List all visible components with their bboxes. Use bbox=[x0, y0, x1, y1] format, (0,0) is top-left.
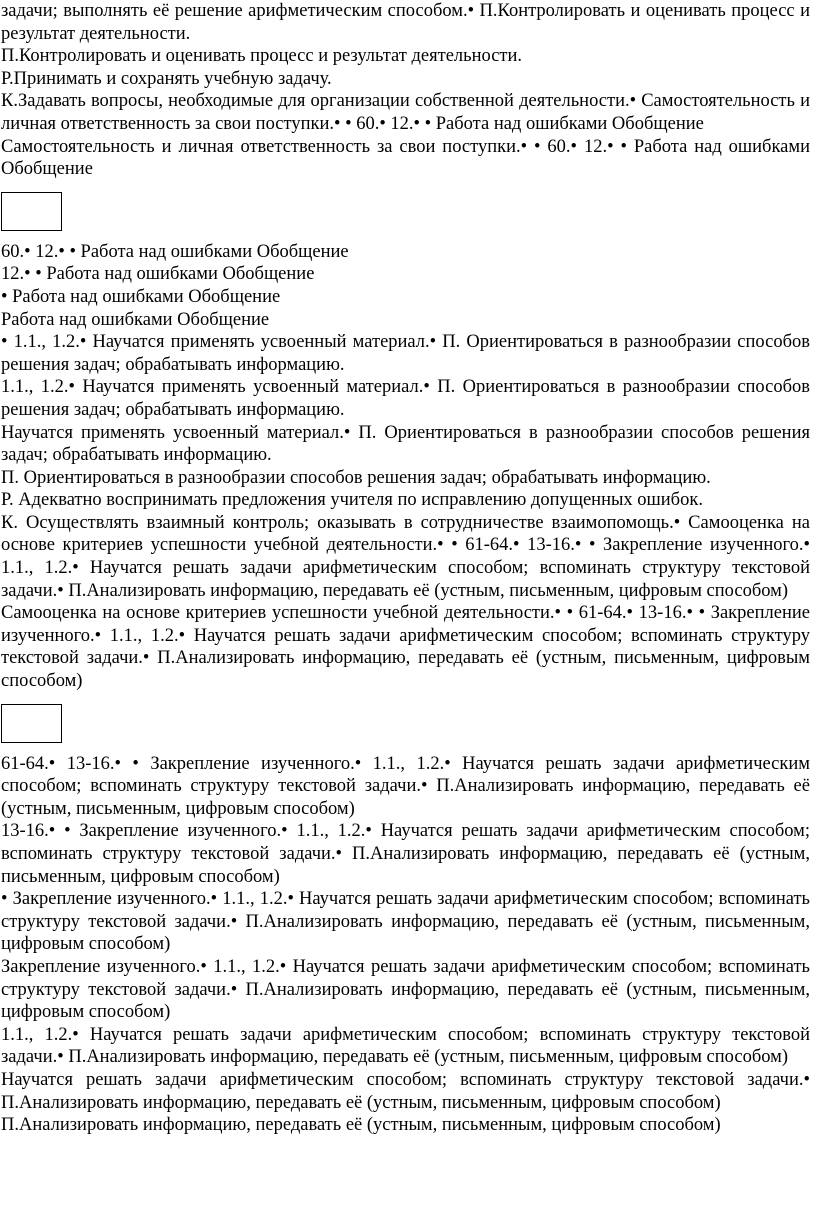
paragraph: 13-16.• • Закрепление изученного.• 1.1., 1.2.• Научатся решать задачи арифметическим способом; вспоминать структуру текстовой задачи.• П.Анализировать информацию, передавать её (устным, письменным, цифровым способом) bbox=[1, 821, 810, 887]
paragraph: П. Ориентироваться в разнообразии способов решения задач; обрабатывать информацию. bbox=[1, 467, 711, 488]
paragraph: П.Контролировать и оценивать процесс и результат деятельности. bbox=[1, 46, 523, 67]
paragraph: 1.1., 1.2.• Научатся решать задачи арифметическим способом; вспоминать структуру текстовой задачи.• П.Анализировать информацию, передавать её (устным, письменным, цифровым способом) bbox=[1, 1024, 810, 1068]
paragraph: Р.Принимать и сохранять учебную задачу. bbox=[1, 68, 332, 89]
paragraph: • 1.1., 1.2.• Научатся применять усвоенный материал.• П. Ориентироваться в разнообразии способов решения задач; обрабатывать информацию. bbox=[1, 332, 810, 375]
paragraph: П.Анализировать информацию, передавать её (устным, письменным, цифровым способом) bbox=[1, 1115, 721, 1136]
paragraph: Научатся применять усвоенный материал.• П. Ориентироваться в разнообразии способов решения задач; обрабатывать информацию. bbox=[1, 422, 810, 466]
paragraph: Научатся решать задачи арифметическим способом; вспоминать структуру текстовой задачи.• П.Анализировать информацию, передавать её (устным, письменным, цифровым способом) bbox=[1, 1069, 810, 1113]
paragraph: задачи; выполнять её решение арифметическим способом.• П.Контролировать и оценивать процесс и результат деятельности. bbox=[1, 1, 810, 44]
paragraph: 60.• 12.• • Работа над ошибками Обобщение bbox=[1, 241, 349, 262]
empty-table-cell bbox=[1, 192, 62, 231]
paragraph: 12.• • Работа над ошибками Обобщение bbox=[1, 264, 315, 285]
paragraph: Самостоятельность и личная ответственность за свои поступки.• • 60.• 12.• • Работа над ошибками Обобщение bbox=[1, 136, 810, 180]
paragraph: 1.1., 1.2.• Научатся применять усвоенный материал.• П. Ориентироваться в разнообразии способов решения задач; обрабатывать информацию. bbox=[1, 377, 810, 420]
paragraph: К. Осуществлять взаимный контроль; оказывать в сотрудничестве взаимопомощь.• Самооценка на основе критериев успешности учебной деятельности.• • 61-64.• 13-16.• • Закрепление изученного.• 1.1., 1.2.• Научатся решать задачи арифметическим способом; вспоминать структуру текстовой задачи.• П.Анализировать информацию, передавать её (устным, письменным, цифровым способом) bbox=[1, 512, 810, 601]
empty-table-cell bbox=[1, 704, 62, 743]
paragraph: К.Задавать вопросы, необходимые для организации собственной деятельности.• Самостоятельность и личная ответственность за свои поступки.• • 60.• 12.• • Работа над ошибками Обобщение bbox=[1, 91, 810, 134]
paragraph: Самооценка на основе критериев успешности учебной деятельности.• • 61-64.• 13-16.• • Закрепление изученного.• 1.1., 1.2.• Научатся решать задачи арифметическим способом; вспоминать структуру текстовой задачи.• П.Анализировать информацию, передавать её (устным, письменным, цифровым способом) bbox=[1, 603, 810, 692]
paragraph: 61-64.• 13-16.• • Закрепление изученного.• 1.1., 1.2.• Научатся решать задачи арифметическим способом; вспоминать структуру текстовой задачи.• П.Анализировать информацию, передавать её (устным, письменным, цифровым способом) bbox=[1, 753, 810, 819]
paragraph: Работа над ошибками Обобщение bbox=[1, 309, 270, 330]
paragraph: • Закрепление изученного.• 1.1., 1.2.• Научатся решать задачи арифметическим способом; вспоминать структуру текстовой задачи.• П.Анализировать информацию, передавать её (устным, письменным, цифровым способом) bbox=[1, 889, 810, 955]
paragraph: Закрепление изученного.• 1.1., 1.2.• Научатся решать задачи арифметическим способом; вспоминать структуру текстовой задачи.• П.Анализировать информацию, передавать её (устным, письменным, цифровым способом) bbox=[1, 956, 810, 1023]
paragraph: Р. Адекватно воспринимать предложения учителя по исправлению допущенных ошибок. bbox=[1, 490, 703, 511]
paragraph: • Работа над ошибками Обобщение bbox=[1, 286, 281, 307]
